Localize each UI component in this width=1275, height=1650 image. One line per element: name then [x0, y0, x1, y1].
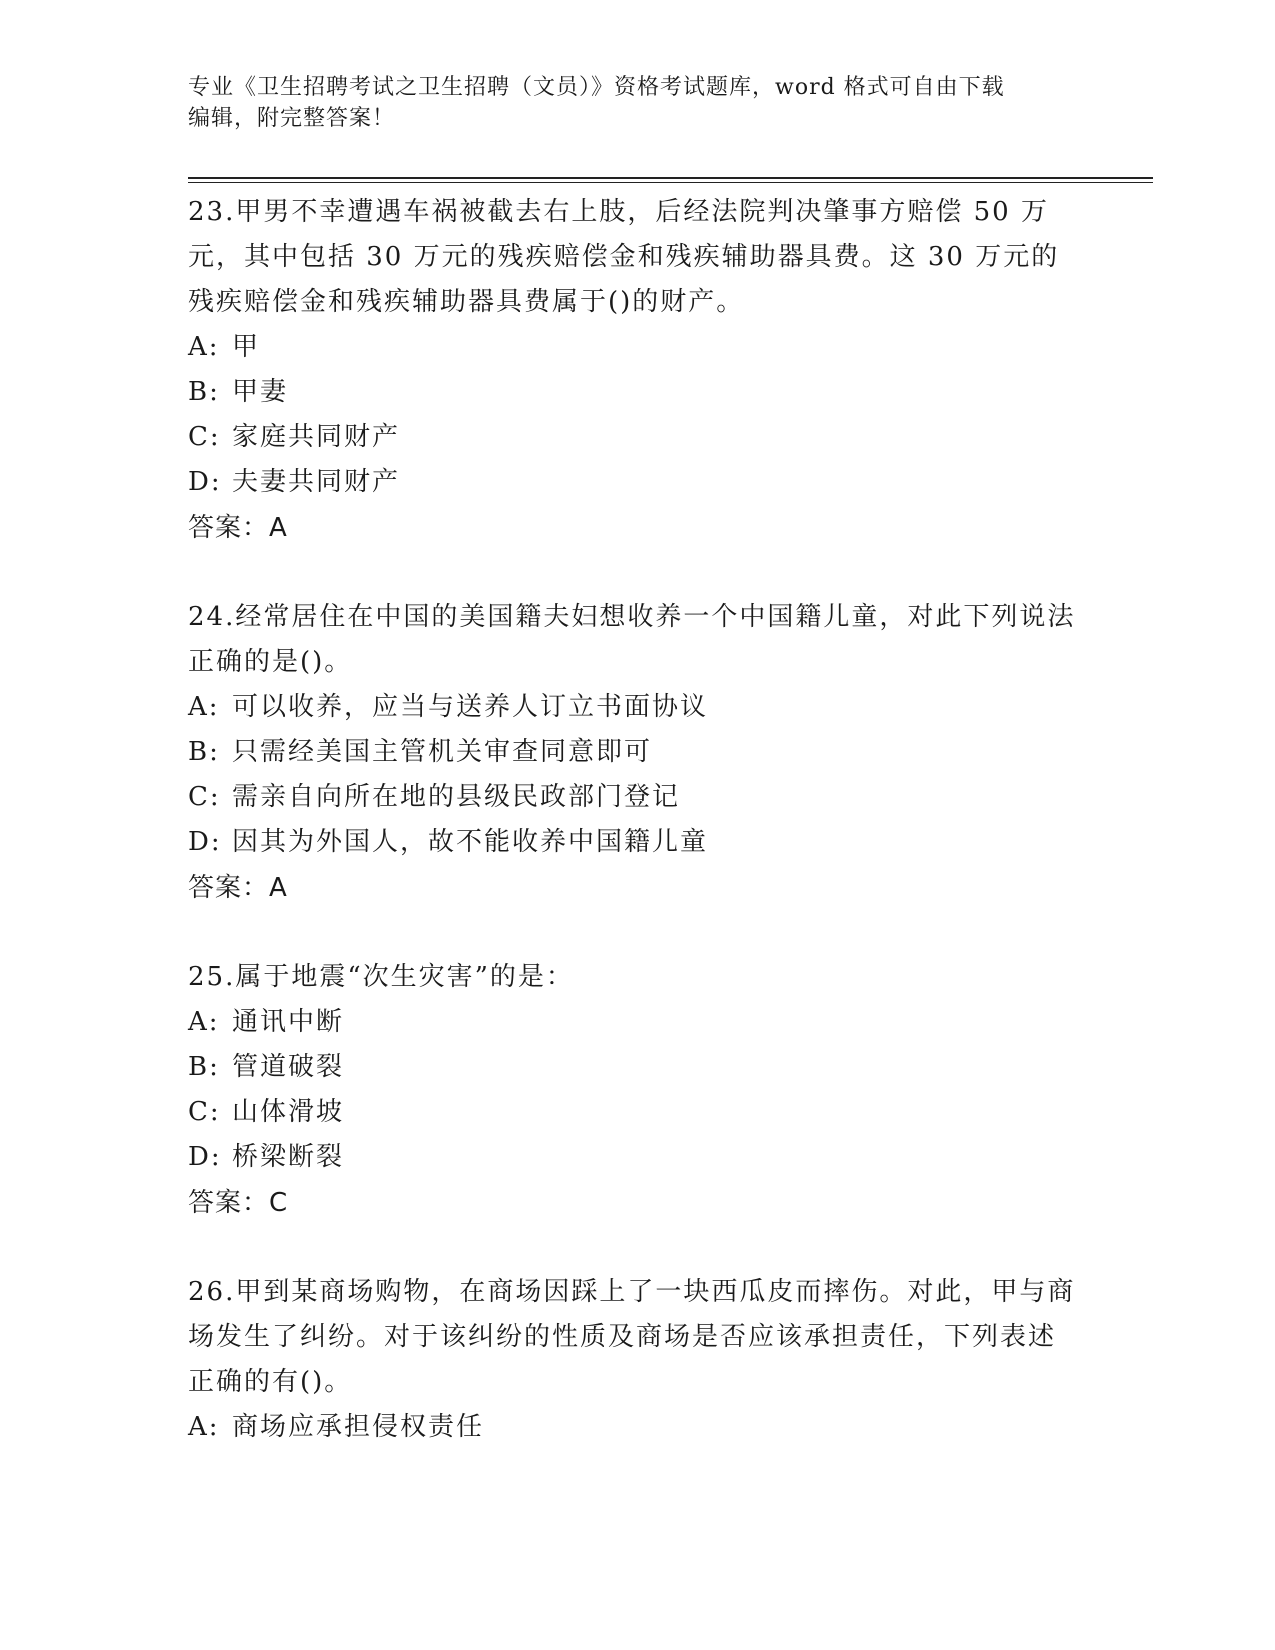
option-a	[188, 325, 1078, 370]
question-24	[188, 595, 1078, 911]
option-text: 通讯中断	[232, 1007, 345, 1037]
question-26	[188, 1270, 1078, 1450]
question-25	[188, 955, 1078, 1226]
answer-line: 答案：A	[188, 513, 288, 543]
header-rule-thin	[188, 182, 1153, 183]
option-text: 山体滑坡	[232, 1097, 345, 1127]
option-c	[188, 415, 1078, 460]
option-key: A:	[188, 1007, 220, 1037]
question-stem: 23.甲男不幸遭遇车祸被截去右上肢，后经法院判决肇事方赔偿 50 万元，其中包括 30 万元的残疾赔偿金和残疾辅助器具费。这 30 万元的残疾赔偿金和残疾辅助器具费属于()的财产。	[188, 197, 1060, 317]
question-stem: 25.属于地震“次生灾害”的是：	[188, 962, 574, 992]
header-line-2: 编辑，附完整答案！	[188, 106, 396, 131]
option-text: 只需经美国主管机关审查同意即可	[232, 737, 653, 767]
option-key: D:	[188, 467, 222, 497]
option-key: B:	[188, 1052, 220, 1082]
option-b	[188, 730, 1078, 775]
option-d	[188, 820, 1078, 865]
option-text: 因其为外国人，故不能收养中国籍儿童	[232, 827, 709, 857]
document-header	[188, 72, 1078, 134]
answer-line: 答案：A	[188, 873, 288, 903]
answer-line: 答案：C	[188, 1188, 289, 1218]
option-key: A:	[188, 332, 220, 362]
option-text: 管道破裂	[232, 1052, 345, 1082]
option-c	[188, 1090, 1078, 1135]
option-key: C:	[188, 1097, 221, 1127]
question-list	[188, 190, 1078, 1494]
option-key: C:	[188, 422, 221, 452]
option-d	[188, 1135, 1078, 1180]
header-rule-thick	[188, 177, 1153, 179]
option-text: 桥梁断裂	[232, 1142, 345, 1172]
option-text: 甲妻	[232, 377, 289, 407]
option-key: D:	[188, 827, 222, 857]
question-stem: 24.经常居住在中国的美国籍夫妇想收养一个中国籍儿童，对此下列说法正确的是()。	[188, 602, 1076, 677]
option-text: 需亲自向所在地的县级民政部门登记	[232, 782, 681, 812]
option-c	[188, 775, 1078, 820]
question-23	[188, 190, 1078, 551]
option-key: C:	[188, 782, 221, 812]
option-key: A:	[188, 1412, 220, 1442]
option-key: B:	[188, 377, 220, 407]
header-line-1: 专业《卫生招聘考试之卫生招聘（文员）》资格考试题库，word 格式可自由下载	[188, 75, 1005, 100]
option-text: 夫妻共同财产	[232, 467, 401, 497]
question-stem: 26.甲到某商场购物，在商场因踩上了一块西瓜皮而摔伤。对此，甲与商场发生了纠纷。对于该纠纷的性质及商场是否应该承担责任，下列表述正确的有()。	[188, 1277, 1076, 1397]
option-key: D:	[188, 1142, 222, 1172]
option-a	[188, 1405, 1078, 1450]
option-b	[188, 1045, 1078, 1090]
option-b	[188, 370, 1078, 415]
option-d	[188, 460, 1078, 505]
option-a	[188, 685, 1078, 730]
option-a	[188, 1000, 1078, 1045]
option-text: 可以收养，应当与送养人订立书面协议	[232, 692, 709, 722]
option-text: 甲	[232, 332, 261, 362]
option-key: B:	[188, 737, 220, 767]
option-text: 商场应承担侵权责任	[232, 1412, 485, 1442]
option-text: 家庭共同财产	[232, 422, 401, 452]
option-key: A:	[188, 692, 220, 722]
